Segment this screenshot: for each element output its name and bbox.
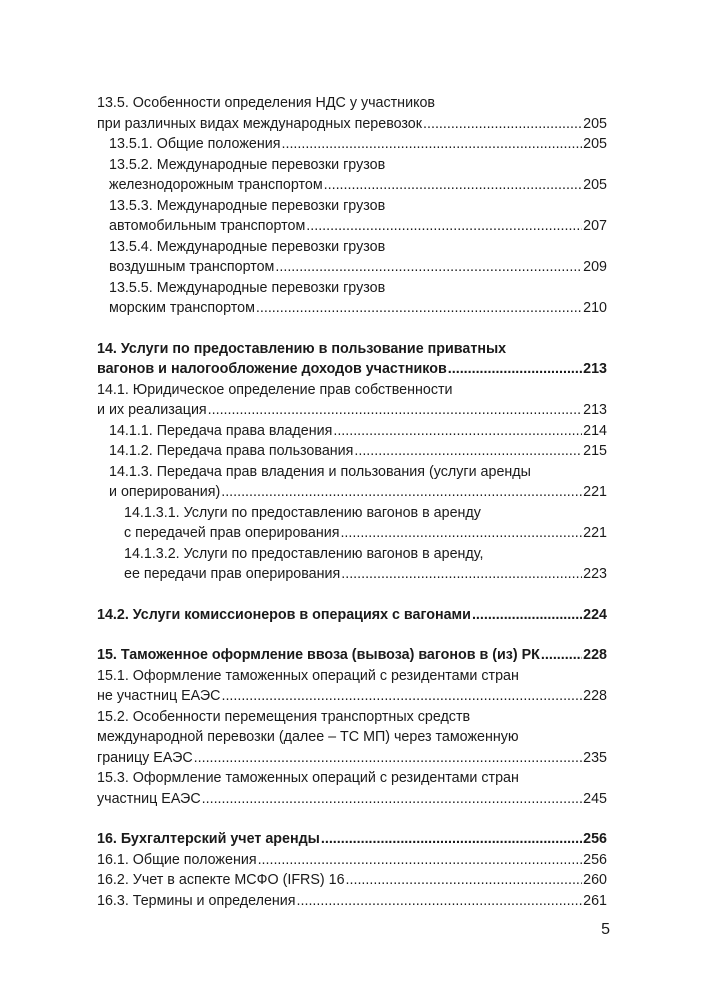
toc-entry (97, 666, 607, 707)
toc-entry-last-line (124, 564, 607, 585)
toc-entry-title-line: вагонов и налогообложение доходов участников (97, 361, 447, 377)
dot-leader (423, 114, 582, 135)
toc-entry-last-line (109, 421, 607, 442)
dot-leader (275, 257, 582, 278)
toc-page-number: 210 (583, 300, 607, 316)
toc-entry-title-line: 14.1.3.1. Услуги по предоставлению вагонов в аренду (124, 504, 481, 521)
toc-entry-title-line: 14.1.3. Передача прав владения и пользования (услуги аренды (109, 463, 531, 480)
toc-entry (97, 829, 607, 850)
toc-page-number: 207 (583, 218, 607, 234)
dot-leader (297, 891, 583, 912)
toc-entry (97, 380, 607, 421)
toc-entry-title-line: 15. Таможенное оформление ввоза (вывоза) вагонов в (из) РК (97, 647, 540, 663)
dot-leader (221, 482, 582, 503)
toc-entry (97, 278, 607, 319)
toc-entry (97, 707, 607, 769)
toc-page-number: 221 (583, 525, 607, 541)
toc-page-number: 209 (583, 259, 607, 275)
dot-leader (221, 686, 582, 707)
toc-page-number: 205 (583, 115, 607, 132)
dot-leader (341, 564, 582, 585)
toc-entry (97, 462, 607, 503)
table-of-contents (97, 93, 607, 911)
toc-entry-last-line (109, 482, 607, 503)
toc-entry-title-line: 16.3. Термины и определения (97, 892, 296, 909)
toc-entry-last-line (97, 891, 607, 912)
dot-leader (354, 441, 582, 462)
toc-entry-title-line: 15.3. Оформление таможенных операций с резидентами стран (97, 770, 519, 786)
toc-entry-title-line: 13.5. Особенности определения НДС у участников (97, 95, 436, 111)
toc-page-number: 261 (583, 892, 607, 909)
toc-page-number: 260 (583, 872, 607, 888)
toc-entry-last-line (109, 216, 607, 237)
toc-entry-title-line: 13.5.1. Общие положения (109, 136, 281, 152)
dot-leader (256, 298, 582, 319)
dot-leader (340, 523, 582, 544)
toc-entry-title-line: с передачей прав оперирования (124, 525, 340, 541)
toc-entry-last-line (97, 114, 607, 135)
toc-entry (97, 870, 607, 891)
toc-entry-title-line: 14.1. Юридическое определение прав собственности (97, 381, 453, 398)
dot-leader (472, 605, 582, 626)
toc-entry-title-line: и оперирования) (109, 484, 221, 500)
toc-entry-last-line (97, 850, 607, 871)
dot-leader (208, 400, 582, 421)
toc-entry-title-line: границу ЕАЭС (97, 749, 193, 766)
toc-page-number: 214 (583, 422, 607, 439)
dot-leader (324, 175, 582, 196)
toc-entry-title-line: 15.2. Особенности перемещения транспортных средств (97, 708, 471, 725)
toc-entry-title-line: 13.5.2. Международные перевозки грузов (109, 156, 386, 173)
toc-entry-title-line: при различных видах международных перевозок (97, 115, 423, 132)
toc-page-number: 223 (583, 566, 607, 582)
toc-entry-last-line (97, 605, 607, 626)
toc-entry-title-line: железнодорожным транспортом (109, 177, 323, 193)
toc-entry-title-line: автомобильным транспортом (109, 218, 306, 234)
toc-page-number: 245 (583, 790, 607, 807)
toc-entry-title-line: и их реализация (97, 402, 207, 418)
toc-page-number: 221 (583, 484, 607, 500)
dot-leader (333, 421, 582, 442)
toc-page-number: 228 (583, 688, 607, 704)
toc-entry-title-line: 13.5.3. Международные перевозки грузов (109, 197, 386, 214)
toc-page-number: 235 (583, 749, 607, 766)
toc-entry (97, 768, 607, 809)
toc-entry (97, 93, 607, 134)
dot-leader (306, 216, 582, 237)
toc-page-number: 224 (583, 606, 607, 623)
toc-entry (97, 134, 607, 155)
toc-entry (97, 503, 607, 544)
toc-entry-last-line (109, 257, 607, 278)
toc-entry (97, 196, 607, 237)
dot-leader (541, 645, 582, 666)
toc-page-number: 256 (583, 831, 607, 847)
toc-entry (97, 421, 607, 442)
toc-entry-last-line (97, 789, 607, 810)
toc-page-number: 205 (583, 136, 607, 152)
toc-entry (97, 155, 607, 196)
toc-entry-last-line (97, 870, 607, 891)
toc-entry (97, 645, 607, 666)
toc-entry-title-line: 16.2. Учет в аспекте МСФО (IFRS) 16 (97, 872, 345, 888)
dot-leader (321, 829, 582, 850)
toc-entry-title-line: 14. Услуги по предоставлению в пользование приватных (97, 340, 507, 357)
toc-page-number: 213 (583, 402, 607, 418)
toc-entry-last-line (109, 441, 607, 462)
toc-entry (97, 237, 607, 278)
toc-entry (97, 891, 607, 912)
page-number: 5 (601, 921, 610, 938)
dot-leader (282, 134, 583, 155)
toc-entry-title-line: 13.5.4. Международные перевозки грузов (109, 238, 386, 255)
toc-entry-last-line (109, 298, 607, 319)
dot-leader (448, 359, 582, 380)
toc-entry-title-line: воздушным транспортом (109, 259, 275, 275)
toc-entry-title-line: 14.1.1. Передача права владения (109, 422, 333, 439)
toc-entry-title-line: 14.1.3.2. Услуги по предоставлению вагонов в аренду, (124, 545, 484, 562)
toc-entry-last-line (97, 400, 607, 421)
toc-page-number: 213 (583, 361, 607, 377)
toc-entry-title-line: 14.2. Услуги комиссионеров в операциях с вагонами (97, 606, 471, 623)
toc-entry-last-line (97, 645, 607, 666)
toc-entry-last-line (97, 829, 607, 850)
toc-entry-last-line (97, 686, 607, 707)
toc-entry (97, 605, 607, 626)
toc-entry-title-line: 13.5.5. Международные перевозки грузов (109, 279, 386, 296)
toc-entry (97, 339, 607, 380)
toc-entry-title-line: не участниц ЕАЭС (97, 688, 221, 704)
toc-entry-last-line (109, 134, 607, 155)
toc-entry (97, 544, 607, 585)
dot-leader (258, 850, 583, 871)
toc-entry-title-line: 14.1.2. Передача права пользования (109, 443, 354, 459)
toc-page-number: 205 (583, 177, 607, 193)
toc-entry (97, 850, 607, 871)
dot-leader (194, 748, 582, 769)
dot-leader (346, 870, 583, 891)
toc-entry-title-line: 16.1. Общие положения (97, 851, 257, 868)
toc-entry-title-line: международной перевозки (далее – ТС МП) через таможенную (97, 729, 519, 745)
toc-entry (97, 441, 607, 462)
toc-page-number: 228 (583, 647, 607, 663)
toc-page-number: 215 (583, 443, 607, 459)
toc-entry-last-line (109, 175, 607, 196)
toc-entry-last-line (97, 748, 607, 769)
toc-entry-title-line: 16. Бухгалтерский учет аренды (97, 831, 320, 847)
toc-entry-last-line (124, 523, 607, 544)
dot-leader (202, 789, 582, 810)
toc-page-number: 256 (583, 851, 607, 868)
toc-entry-title-line: ее передачи прав оперирования (124, 566, 341, 582)
toc-entry-title-line: морским транспортом (109, 300, 255, 316)
toc-entry-title-line: 15.1. Оформление таможенных операций с резидентами стран (97, 667, 519, 684)
toc-entry-title-line: участниц ЕАЭС (97, 790, 201, 807)
toc-entry-last-line (97, 359, 607, 380)
